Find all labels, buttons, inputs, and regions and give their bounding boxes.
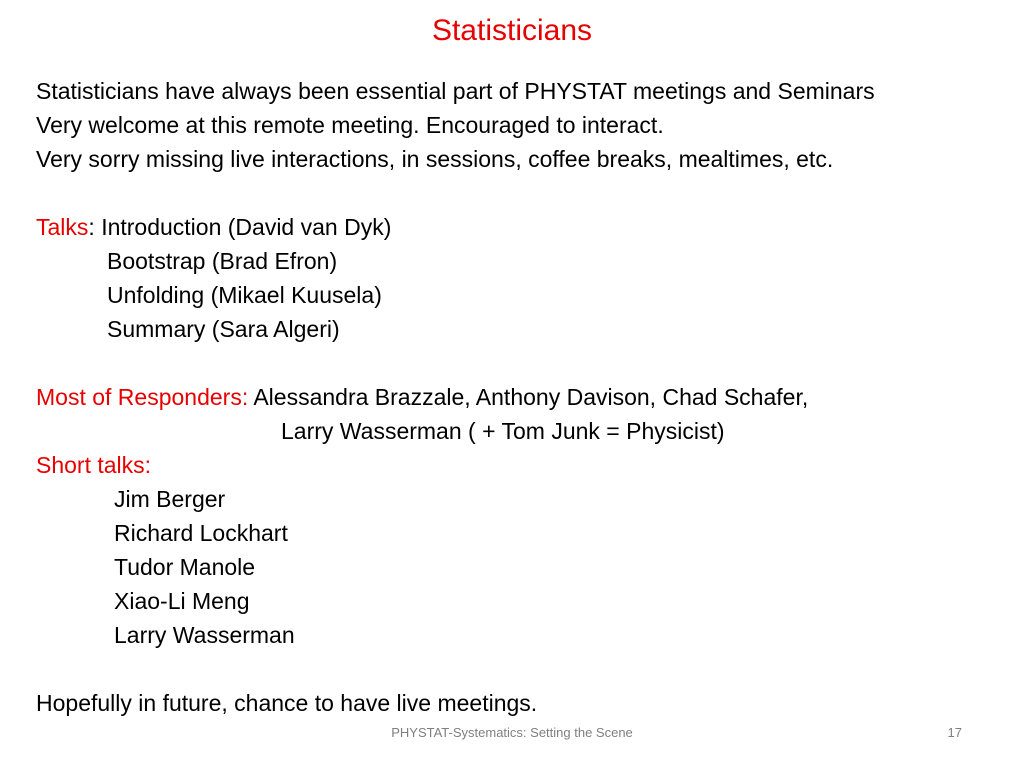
- short-talk-item: Tudor Manole: [114, 554, 256, 580]
- talks-label: Talks: [36, 214, 89, 240]
- responders-names: Larry Wasserman ( + Tom Junk = Physicist): [281, 418, 725, 444]
- short-talk-item: Jim Berger: [114, 486, 226, 512]
- short-talk-item: Larry Wasserman: [114, 622, 295, 648]
- slide-body: [36, 74, 996, 720]
- footer-text: PHYSTAT-Systematics: Setting the Scene: [391, 725, 633, 740]
- short-talk-item: Xiao-Li Meng: [114, 588, 250, 614]
- talk-item: Introduction (David van Dyk): [101, 214, 392, 240]
- intro-line: Statisticians have always been essential part of PHYSTAT meetings and Seminars: [36, 78, 875, 104]
- responders-first-line: [36, 380, 996, 414]
- page-number: 17: [947, 725, 962, 740]
- short-talks-label: Short talks:: [36, 452, 152, 478]
- talk-item: Bootstrap (Brad Efron): [107, 248, 338, 274]
- responders-label: Most of Responders:: [36, 384, 249, 410]
- short-talk-item: Richard Lockhart: [114, 520, 288, 546]
- spacer: [36, 652, 996, 686]
- intro-line: Very sorry missing live interactions, in sessions, coffee breaks, mealtimes, etc.: [36, 146, 834, 172]
- closing-line: Hopefully in future, chance to have live meetings.: [36, 690, 538, 716]
- talk-item: Unfolding (Mikael Kuusela): [107, 282, 382, 308]
- talks-separator: :: [88, 214, 102, 240]
- intro-line: Very welcome at this remote meeting. Encouraged to interact.: [36, 112, 664, 138]
- talks-first-line: [36, 210, 996, 244]
- spacer: [36, 176, 996, 210]
- responders-names: Alessandra Brazzale, Anthony Davison, Chad Schafer,: [253, 384, 809, 410]
- spacer: [36, 346, 996, 380]
- talk-item: Summary (Sara Algeri): [107, 316, 340, 342]
- slide-title: Statisticians: [431, 14, 593, 47]
